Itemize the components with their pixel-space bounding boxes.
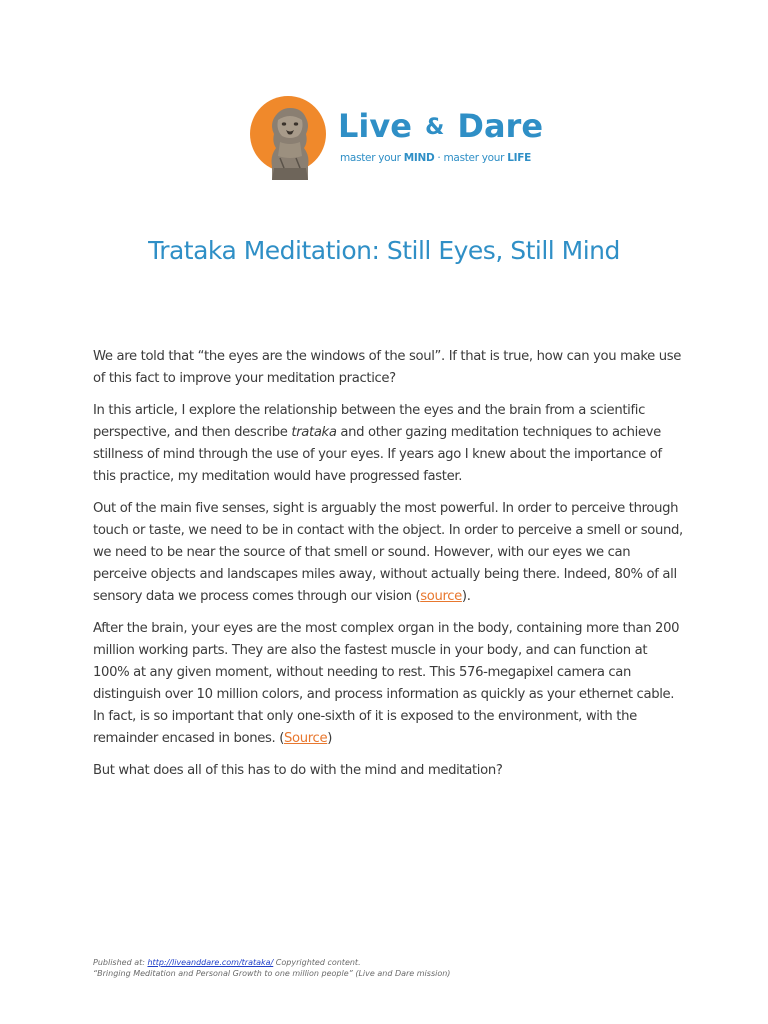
footer-mission: “Bringing Meditation and Personal Growth to one million people” (Live and Dare mission) <box>93 969 451 978</box>
emphasis-trataka: trataka <box>291 425 337 440</box>
page-footer <box>93 957 693 979</box>
paragraph-text: and other gazing meditation techniques to achieve stillness of mind through the use of your eyes. If years ago I knew about the importance of this practice, my meditation would have progressed faster. <box>93 425 662 484</box>
brand-name <box>338 108 543 146</box>
footer-copyright: Copyrighted content. <box>273 958 361 967</box>
paragraph-text: ). <box>461 589 471 604</box>
brand-name-dare: Dare <box>457 107 544 145</box>
paragraph-question: But what does all of this has to do with the mind and meditation? <box>93 763 503 778</box>
source-link[interactable]: source <box>420 589 462 604</box>
paragraph-text: In this article, I explore the relationship between the eyes and the brain from a scientific perspective, and then describe <box>93 403 645 440</box>
footer-url-link[interactable]: http://liveanddare.com/trataka/ <box>147 958 274 967</box>
paragraph-eye-facts <box>93 618 683 750</box>
paragraph-text: After the brain, your eyes are the most complex organ in the body, containing more than 200 million working parts. They are also the fastest muscle in your body, and can function at 100% at any given moment, without needing to rest. This 576-megapixel camera can distinguish over 10 million colors, and process information as quickly as your ethernet cable. In fact, is so important that only one-sixth of it is exposed to the environment, with the remainder encased in bones. ( <box>93 621 680 746</box>
paragraph-text: Out of the main five senses, sight is arguably the most powerful. In order to perceive through touch or taste, we need to be in contact with the object. In order to perceive a smell or sound, we need to be near the source of that smell or sound. However, with our eyes we can perceive objects and landscapes miles away, without actually being there. Indeed, 80% of all sensory data we process comes through our vision ( <box>93 501 683 604</box>
tagline-part: · master your <box>434 152 508 164</box>
brand-logo <box>250 94 544 184</box>
brand-tagline <box>340 152 531 164</box>
paragraph-intro: We are told that “the eyes are the windows of the soul”. If that is true, how can you make use of this fact to improve your meditation practice? <box>93 349 682 386</box>
paragraph-text: ) <box>327 731 333 746</box>
tagline-part: master your <box>340 152 404 164</box>
brand-name-ampersand: & <box>425 115 445 140</box>
source-link[interactable]: Source <box>284 731 328 746</box>
tagline-mind: MIND <box>403 152 435 164</box>
paragraph-senses <box>93 498 683 608</box>
article-body <box>93 346 683 792</box>
page-title: Trataka Meditation: Still Eyes, Still Mind <box>148 236 620 265</box>
lion-statue-icon <box>250 96 330 180</box>
brand-name-live: Live <box>338 107 412 145</box>
tagline-life: LIFE <box>507 152 531 164</box>
footer-published-line <box>93 957 693 968</box>
footer-published-label: Published at: <box>93 958 148 967</box>
paragraph-article-overview <box>93 400 683 488</box>
